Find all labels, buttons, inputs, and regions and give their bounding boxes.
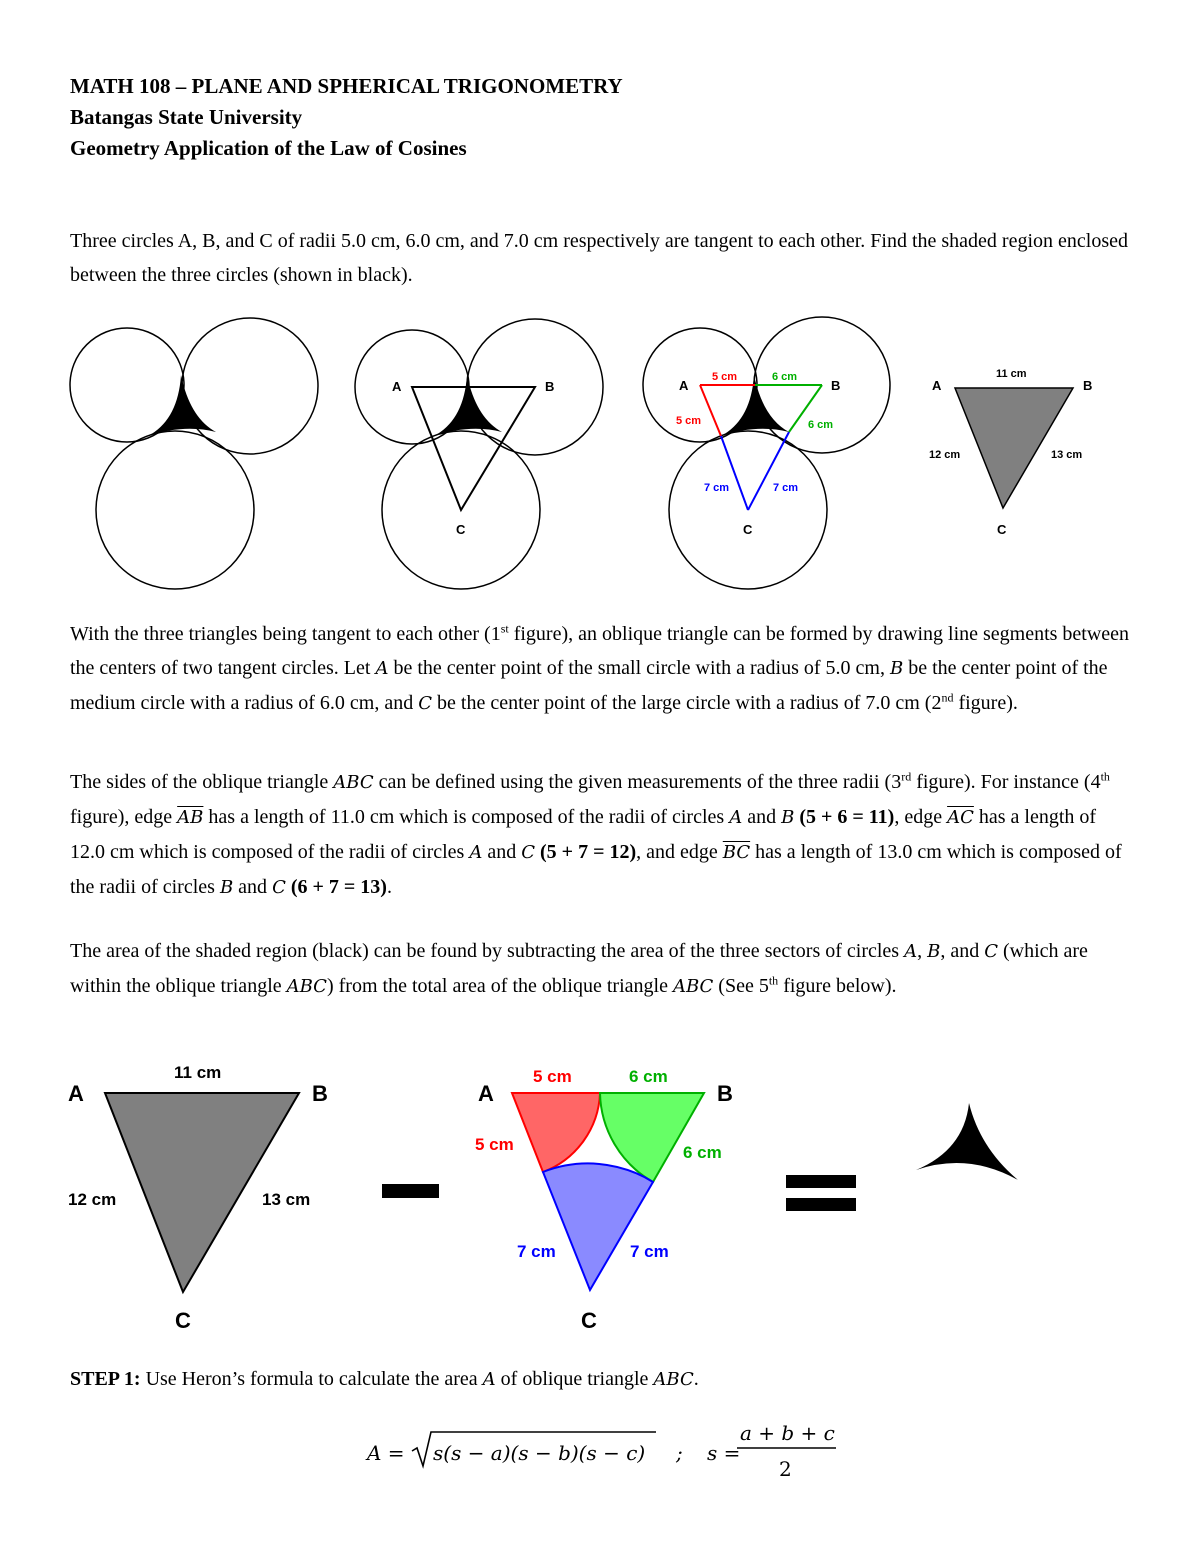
p2-and1: and xyxy=(742,806,782,828)
label-ab-11cm: 11 cm xyxy=(996,368,1027,380)
vertex-a-label: A xyxy=(68,1081,84,1106)
p2-b1: B xyxy=(781,807,795,828)
p2-c2: C xyxy=(521,842,536,863)
p3-c: C xyxy=(984,941,998,962)
p3-text-5: (See 5 xyxy=(713,975,769,997)
sector-a-red xyxy=(512,1093,600,1172)
vertex-a-label: A xyxy=(478,1081,494,1106)
p3-text-1: The area of the shaded region (black) can be found by subtracting the area of the three sectors of circles xyxy=(70,940,905,962)
formula-lhs: A = xyxy=(367,1441,405,1465)
p3-sup: th xyxy=(768,973,779,988)
p3-comma: , xyxy=(917,940,928,962)
step-1-text-2: of oblique triangle xyxy=(495,1368,654,1390)
p3-b: B xyxy=(927,941,941,962)
label-bc-7cm: 7 cm xyxy=(773,482,799,494)
vertex-c-label: C xyxy=(997,522,1007,537)
p3-text-2: , and xyxy=(940,940,985,962)
p2-text-8: , and edge xyxy=(636,841,723,863)
vertex-c-label: C xyxy=(456,522,466,537)
p1-text-3: be the center point of the small circle with a radius of 5.0 cm, xyxy=(388,657,890,679)
equals-sign-bottom xyxy=(786,1198,856,1211)
p2-text-10: . xyxy=(386,876,392,898)
p3-a: A xyxy=(904,941,918,962)
vertex-b-label: B xyxy=(1083,378,1093,393)
p1-var-a: A xyxy=(375,658,389,679)
p2-b3: B xyxy=(219,877,234,898)
p2-sup-3: rd xyxy=(901,769,912,784)
step-1-text-1: Use Heron’s formula to calculate the area xyxy=(140,1368,483,1390)
label-bc-7cm: 7 cm xyxy=(630,1242,669,1261)
p1-text-2: figure), an oblique triangle can be formed by drawing line segments between the centers of two tangent circles. Let xyxy=(70,623,1130,679)
step-1-abc: ABC xyxy=(653,1369,694,1390)
label-bc-6cm: 6 cm xyxy=(683,1143,722,1162)
problem-statement: Three circles A, B, and C of radii 5.0 cm, 6.0 cm, and 7.0 cm respectively are tangent to each other. Find the shaded region enclosed between the three circles (shown in black). xyxy=(70,230,1128,286)
step-1-label: STEP 1: xyxy=(70,1368,141,1390)
vertex-a-label: A xyxy=(932,378,942,393)
p3-text-6: figure below). xyxy=(778,975,897,997)
p3-abc-2: ABC xyxy=(672,976,714,997)
p2-edge-bc: $\overline{BC}$ xyxy=(722,842,751,863)
vertex-a-label: A xyxy=(392,379,402,394)
p2-text-5: has a length of 11.0 cm which is composed of the radii of circles xyxy=(203,806,730,828)
sector-c-blue xyxy=(543,1163,653,1290)
p2-c3: C xyxy=(272,877,286,898)
label-ab-6cm: 6 cm xyxy=(772,371,798,383)
p2-text-2: can be defined using the given measurements of the three radii (3 xyxy=(373,771,902,793)
vertex-b-label: B xyxy=(831,378,841,393)
label-ac-5cm: 5 cm xyxy=(676,415,702,427)
vertex-a-label: A xyxy=(679,378,689,393)
p2-and3: and xyxy=(233,876,273,898)
p1-var-b: B xyxy=(889,658,904,679)
p2-and2: and xyxy=(482,841,522,863)
vertex-b-label: B xyxy=(545,379,555,394)
p2-a2: A xyxy=(469,842,483,863)
p2-text-3: figure). For instance (4 xyxy=(911,771,1101,793)
label-ab-11cm: 11 cm xyxy=(174,1063,222,1082)
p1-sup-1: st xyxy=(500,621,509,636)
label-bc-13cm: 13 cm xyxy=(262,1190,311,1209)
p3-text-3: (which are within the oblique triangle xyxy=(70,940,1088,997)
p2-text-7: has a length of 12.0 cm which is composed of the radii of circles xyxy=(70,806,1097,863)
vertex-b-label: B xyxy=(717,1081,733,1106)
equals-sign-top xyxy=(786,1175,856,1188)
p2-text-6: , edge xyxy=(894,806,948,828)
p2-abc: ABC xyxy=(333,772,374,793)
p2-sup-4: th xyxy=(1100,769,1110,784)
p3-abc-1: ABC xyxy=(286,976,327,997)
formula-s-eq: s = xyxy=(707,1441,741,1465)
p1-sup-2: nd xyxy=(941,690,954,705)
university-name: Batangas State University xyxy=(70,105,303,129)
step-1-var-a: A xyxy=(482,1369,496,1390)
label-ab-5cm: 5 cm xyxy=(712,371,738,383)
vertex-b-label: B xyxy=(312,1081,328,1106)
vertex-c-label: C xyxy=(743,522,753,537)
p2-edge-ab: $\overline{AB}$ xyxy=(177,807,204,828)
vertex-c-label: C xyxy=(581,1308,597,1333)
label-ac-5cm: 5 cm xyxy=(475,1135,514,1154)
label-ab-5cm: 5 cm xyxy=(533,1067,572,1086)
p2-eq3: (6 + 7 = 13) xyxy=(285,876,387,898)
p1-text-6: figure). xyxy=(953,692,1018,714)
label-ac-7cm: 7 cm xyxy=(704,482,730,494)
p2-a1: A xyxy=(729,807,743,828)
formula-denominator: 2 xyxy=(779,1457,792,1481)
p2-eq1: (5 + 6 = 11) xyxy=(794,806,895,828)
step-1-text-3: . xyxy=(693,1368,699,1390)
label-bc-6cm: 6 cm xyxy=(808,419,834,431)
label-ac-12cm: 12 cm xyxy=(68,1190,117,1209)
formula-radicand: s(s − a)(s − b)(s − c) xyxy=(433,1441,646,1465)
p2-eq2: (5 + 7 = 12) xyxy=(535,841,637,863)
p2-text-4: figure), edge xyxy=(70,806,178,828)
formula-separator: ; xyxy=(676,1441,683,1465)
label-ac-12cm: 12 cm xyxy=(929,449,961,461)
p2-text-1: The sides of the oblique triangle xyxy=(70,771,334,793)
label-bc-13cm: 13 cm xyxy=(1051,449,1083,461)
formula-numerator: a + b + c xyxy=(740,1421,835,1445)
p3-text-4: ) from the total area of the oblique triangle xyxy=(326,975,673,997)
minus-sign xyxy=(382,1184,439,1198)
label-ac-7cm: 7 cm xyxy=(517,1242,556,1261)
p1-text-5: be the center point of the large circle with a radius of 7.0 cm (2 xyxy=(432,692,942,714)
p1-text-1: With the three triangles being tangent to each other (1 xyxy=(70,623,501,645)
p1-text-4: be the center point of the medium circle with a radius of 6.0 cm, and xyxy=(70,657,1108,714)
topic-title: Geometry Application of the Law of Cosines xyxy=(70,136,467,160)
shaded-region-result xyxy=(916,1103,1018,1180)
label-ab-6cm: 6 cm xyxy=(629,1067,668,1086)
p2-edge-ac: $\overline{AC}$ xyxy=(947,807,974,828)
herons-formula xyxy=(0,1418,1200,1488)
step-1 xyxy=(70,1362,1132,1397)
p1-var-c: C xyxy=(418,693,433,714)
course-title: MATH 108 – PLANE AND SPHERICAL TRIGONOMETRY xyxy=(70,74,623,98)
vertex-c-label: C xyxy=(175,1308,191,1333)
p2-text-9: has a length of 13.0 cm which is composed of the radii of circles xyxy=(70,841,1122,898)
